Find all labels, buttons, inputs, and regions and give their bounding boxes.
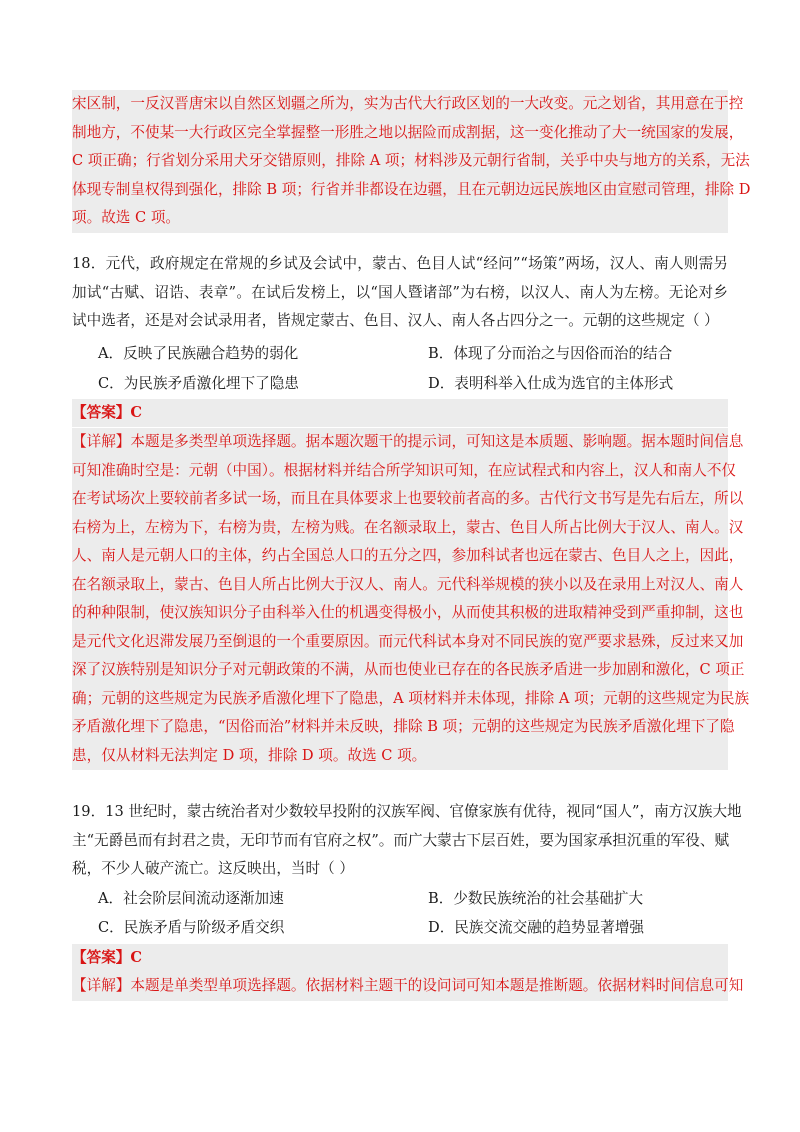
detail-line: 右榜为上，左榜为下，右榜为贵，左榜为贱。在名额录取上，蒙古、色目人所占比例大于汉人、南人。汉 (72, 518, 744, 536)
option-a: A．反映了民族融合趋势的弱化 (98, 345, 299, 362)
detail-line: 宋区制，一反汉晋唐宋以自然区划疆之所为，实为古代大行政区划的一大改变。元之划省，其用意在于控 (72, 95, 744, 112)
option-c: C．民族矛盾与阶级矛盾交织 (98, 919, 285, 936)
option-c: C．为民族矛盾激化埋下了隐患 (98, 375, 299, 392)
question-19-options-row-1 (72, 885, 728, 913)
detail-line: 体现专制皇权得到强化，排除 B 项；行省并非都设在边疆，且在元朝边远民族地区由宣慰司管理，排除 D (72, 180, 751, 198)
answer-19: 【答案】C (72, 944, 728, 972)
question-19-detail (72, 972, 744, 1001)
detail-line: 深了汉族特别是知识分子对元朝政策的不满，从而也使业已存在的各民族矛盾进一步加剧和激化，C 项正 (72, 661, 745, 678)
question-line: 税，不少人破产流亡。这反映出，当时（ ） (72, 860, 354, 877)
question-19-options-row-2 (72, 914, 728, 942)
question-18-options-row-2 (72, 370, 728, 398)
question-line: 试中选者，还是对会试录用者，皆规定蒙古、色目、汉人、南人各占四分之一。元朝的这些规定（ ） (72, 312, 719, 329)
detail-line: 的种种限制，使汉族知识分子由科举入仕的机遇变得极小，从而使其积极的进取精神受到严重抑制，这也 (72, 604, 744, 621)
option-b: B．体现了分而治之与因俗而治的结合 (428, 345, 673, 362)
detail-line: 是元代文化迟滞发展乃至倒退的一个重要原因。而元代科试本身对不同民族的宽严要求悬殊，反过来又加 (72, 632, 744, 650)
question-18-detail (72, 428, 750, 770)
option-a: A．社会阶层间流动逐渐加速 (98, 890, 284, 907)
detail-line: C 项正确；行省划分采用犬牙交错原则，排除 A 项；材料涉及元朝行省制，关乎中央与地方的关系，无法 (72, 152, 750, 169)
option-d: D．表明科举入仕成为选官的主体形式 (428, 375, 674, 392)
question-line: 加试“古赋、诏诰、表章”。在试后发榜上，以“国人暨诸部”为右榜，以汉人、南人为左榜。无论对乡 (72, 283, 728, 301)
question-18-stem (72, 250, 728, 336)
option-d: D．民族交流交融的趋势显著增强 (428, 919, 645, 936)
detail-line: 人、南人是元朝人口的主体，约占全国总人口的五分之四，参加科试者也远在蒙古、色目人之上，因此， (72, 547, 744, 564)
detail-line: 在名额录取上，蒙古、色目人所占比例大于汉人、南人。元代科举规模的狭小以及在录用上对汉人、南人 (72, 575, 744, 593)
question-line: 18．元代，政府规定在常规的乡试及会试中，蒙古、色目人试“经问”“场策”两场，汉人、南人则需另 (72, 255, 728, 272)
detail-line: 项。故选 C 项。 (72, 209, 181, 226)
answer-18: 【答案】C (72, 399, 728, 427)
question-19-stem (72, 798, 742, 884)
prev-detail-block (72, 90, 751, 233)
detail-line: 【详解】本题是单类型单项选择题。依据材料主题干的设问词可知本题是推断题。依据材料时间信息可知 (72, 977, 744, 994)
detail-line: 【详解】本题是多类型单项选择题。据本题次题干的提示词，可知这是本质题、影响题。据本题时间信息 (72, 433, 744, 450)
detail-line: 制地方，不使某一大行政区完全掌握整一形胜之地以据险而成割据，这一变化推动了大一统国家的发展， (72, 123, 744, 141)
question-line: 19．13 世纪时，蒙古统治者对少数较早投附的汉族军阀、官僚家族有优待，视同“国人”，南方汉族大地 (72, 803, 742, 820)
detail-line: 矛盾激化埋下了隐患，“因俗而治”材料并未反映，排除 B 项；元朝的这些规定为民族矛盾激化埋下了隐 (72, 718, 735, 735)
question-line: 主“无爵邑而有封君之贵，无印节而有官府之权”。而广大蒙古下层百姓，要为国家承担沉重的军役、赋 (72, 831, 730, 849)
detail-line: 患，仅从材料无法判定 D 项，排除 D 项。故选 C 项。 (72, 746, 427, 764)
detail-line: 在考试场次上要较前者多试一场，而且在具体要求上也要较前者高的多。古代行文书写是先右后左，所以 (72, 490, 744, 507)
option-b: B．少数民族统治的社会基础扩大 (428, 890, 644, 907)
detail-line: 可知准确时空是：元朝（中国）。根据材料并结合所学知识可知，在应试程式和内容上，汉人和南人不仅 (72, 461, 737, 479)
question-18-options-row-1 (72, 340, 728, 368)
detail-line: 确；元朝的这些规定为民族矛盾激化埋下了隐患，A 项材料并未体现，排除 A 项；元朝的这些规定为民族 (72, 689, 750, 707)
